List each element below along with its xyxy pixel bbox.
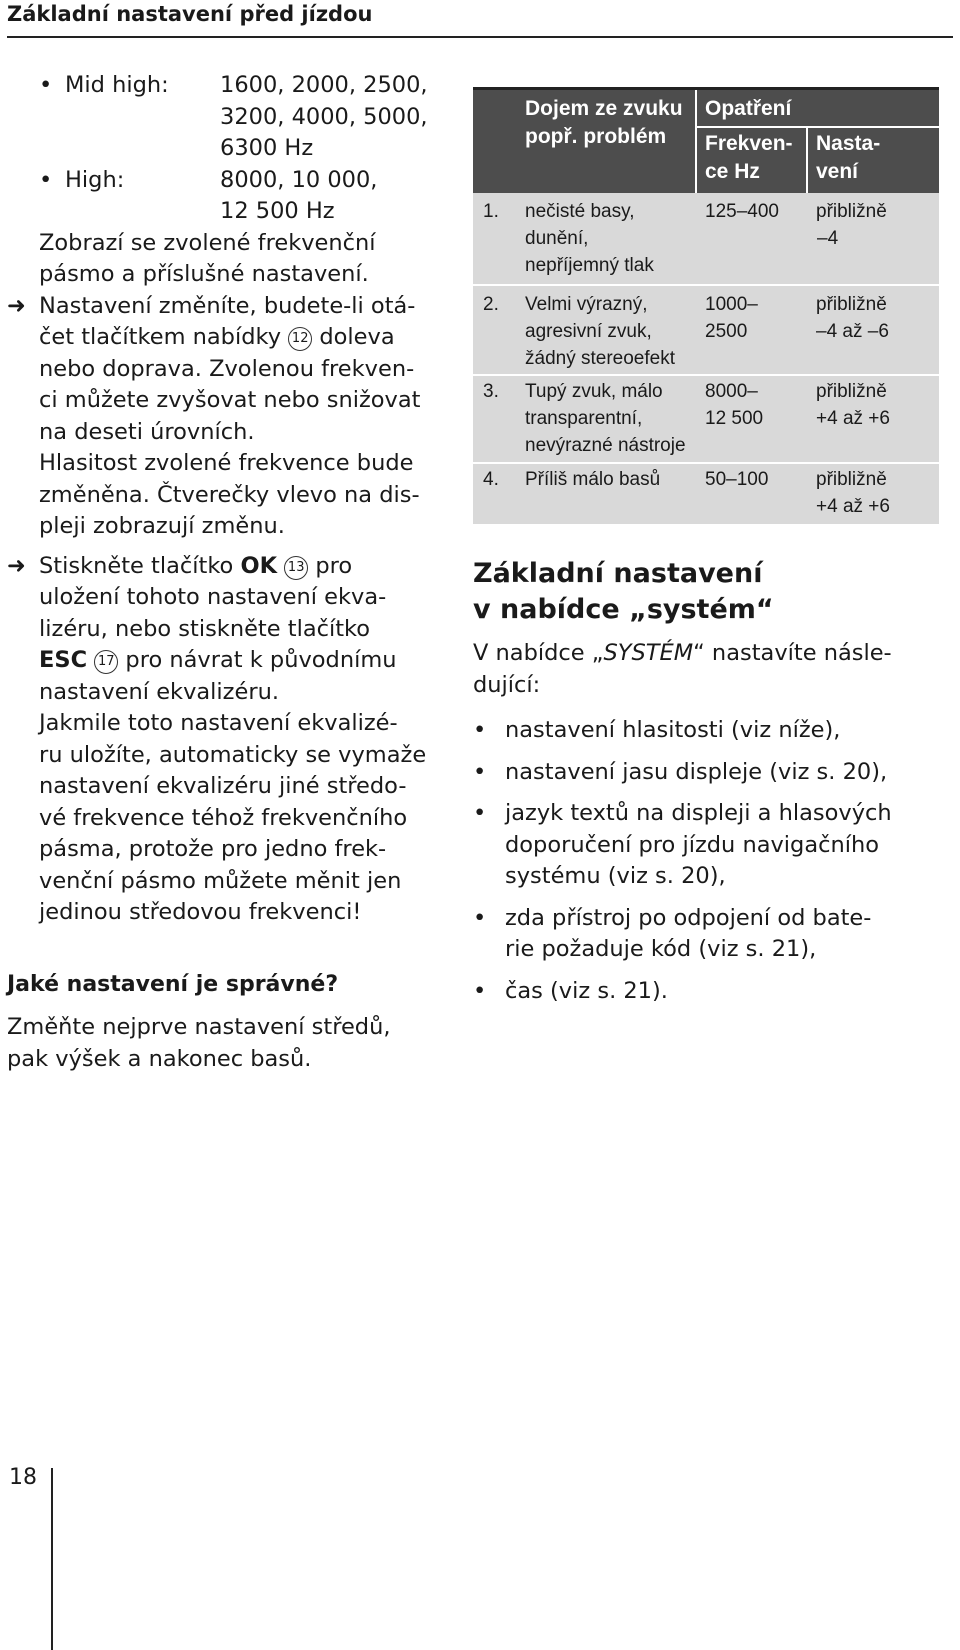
row-frequency <box>705 378 763 432</box>
cell-line: +4 až +6 <box>816 496 890 517</box>
text-line: Jakmile toto nastavení ekvalizé- <box>39 710 398 736</box>
text-line: nebo doprava. Zvolenou frekven- <box>39 355 415 382</box>
bullet-mid-high <box>7 70 467 165</box>
cell-line: 8000– <box>705 381 758 402</box>
text-line: čas (viz s. 21). <box>505 977 668 1004</box>
row-setting <box>816 378 890 432</box>
answer-paragraph <box>7 1012 467 1075</box>
row-number: 2. <box>483 294 499 315</box>
bullet-dot: • <box>473 800 487 826</box>
page-number: 18 <box>9 1465 37 1490</box>
bullet-dot: • <box>473 904 487 931</box>
row-problem: Příliš málo basů <box>525 469 661 490</box>
text-line: na deseti úrovních. <box>39 418 255 445</box>
cell-line: přibližně <box>816 469 887 490</box>
text-line: Hlasitost zvolené frekvence bude <box>39 450 414 476</box>
cell-line: agresivní zvuk, <box>525 321 652 342</box>
cell-line: 2500 <box>705 321 748 342</box>
bullet-label: High: <box>65 166 125 193</box>
list-item <box>473 757 943 789</box>
row-setting <box>816 466 890 520</box>
ok-key-label: OK <box>240 552 278 579</box>
list-item <box>473 715 943 747</box>
list-item <box>473 976 943 1008</box>
cell-line: 1000– <box>705 294 758 315</box>
cell-line: přibližně <box>816 381 887 402</box>
bullet-dot: • <box>39 72 53 98</box>
cell-line: nepříjemný tlak <box>525 255 654 276</box>
text-line: pak výšek a nakonec basů. <box>7 1045 312 1072</box>
header-problem <box>525 95 683 151</box>
text-line: doporučení pro jízdu navigačního <box>505 831 880 858</box>
freq-line: 1600, 2000, 2500, <box>220 72 428 98</box>
bullet-high <box>7 165 467 228</box>
row-problem <box>525 198 654 279</box>
header-line: ce Hz <box>705 160 760 183</box>
text-line: pro <box>315 552 353 579</box>
cell-line: –4 <box>817 228 839 249</box>
text-line: jedinou středovou frekvenci! <box>39 899 362 925</box>
header-setting <box>816 130 880 186</box>
text-line: doleva <box>319 324 395 350</box>
cell-line: –4 až –6 <box>816 321 889 342</box>
text-line: Změňte nejprve nastavení středů, <box>7 1014 391 1040</box>
cell-line: nevýrazné nástroje <box>525 435 686 456</box>
question-heading: Jaké nastavení je správné? <box>7 971 339 997</box>
header-divider <box>806 127 808 193</box>
row-separator <box>473 374 939 376</box>
text-line: Nastavení změníte, budete-li otá- <box>39 292 416 319</box>
text-line: nastavení jasu displeje (viz s. 20), <box>505 758 888 785</box>
header-line: Dojem ze zvuku <box>525 97 683 120</box>
text-line: zda přístroj po odpojení od bate- <box>505 904 872 931</box>
cell-line: Tupý zvuk, málo <box>525 381 663 402</box>
text-line: vé frekvence téhož frekvenčního <box>39 804 408 831</box>
row-setting <box>816 291 889 345</box>
row-number: 4. <box>483 469 499 490</box>
equalizer-table <box>473 87 939 524</box>
paragraph-note <box>7 708 467 929</box>
header-frequency <box>705 130 793 186</box>
header-title: Základní nastavení před jízdou <box>7 2 373 26</box>
text-line: jazyk textů na displeji a hlasových <box>505 800 892 826</box>
intro-paragraph <box>473 638 943 701</box>
header-line: popř. problém <box>525 125 667 148</box>
bullet-label: Mid high: <box>65 72 169 98</box>
text-line: venční pásmo můžete měnit jen <box>39 867 402 894</box>
header-measure: Opatření <box>705 97 792 120</box>
frequency-list <box>220 165 377 228</box>
paragraph-volume <box>7 448 467 543</box>
title-line: Základní nastavení <box>473 558 763 589</box>
text-line: V nabídce „ <box>473 640 604 666</box>
cell-line: transparentní, <box>525 408 643 429</box>
row-frequency: 50–100 <box>705 469 769 490</box>
bullet-dot: • <box>473 758 487 785</box>
row-frequency <box>705 291 758 345</box>
header-divider <box>695 90 697 193</box>
right-column <box>473 556 943 1007</box>
button-number-badge: 17 <box>94 650 118 674</box>
page-header <box>7 0 953 38</box>
row-number: 1. <box>483 201 499 222</box>
frequency-list <box>220 70 428 165</box>
menu-name: SYSTÉM <box>603 640 694 666</box>
text-line: změněna. Čtverečky vlevo na dis- <box>39 481 420 508</box>
arrow-icon: ➜ <box>7 292 26 319</box>
cell-line: Velmi výrazný, <box>525 294 648 315</box>
text-line: pleji zobrazují změnu. <box>39 513 285 539</box>
text-line: Zobrazí se zvolené frekvenční <box>39 229 376 256</box>
text-line: rie požaduje kód (viz s. 21), <box>505 936 817 962</box>
row-problem <box>525 291 675 372</box>
instruction-change <box>7 291 467 449</box>
cell-line: +4 až +6 <box>816 408 890 429</box>
section-title <box>473 556 943 628</box>
title-line: v nabídce „systém“ <box>473 594 774 625</box>
button-number-badge: 13 <box>284 556 308 580</box>
freq-line: 12 500 Hz <box>220 198 335 224</box>
button-number-badge: 12 <box>288 327 312 351</box>
text-line: čet tlačítkem nabídky <box>39 324 282 350</box>
paragraph-display <box>7 228 467 291</box>
row-frequency: 125–400 <box>705 201 779 222</box>
header-line: Frekven- <box>705 132 793 155</box>
cell-line: dunění, <box>525 228 589 249</box>
row-problem <box>525 378 686 459</box>
cell-line: žádný stereoefekt <box>525 348 675 369</box>
list-item <box>473 798 943 893</box>
arrow-icon: ➜ <box>7 552 26 579</box>
text-line: pásma, protože pro jedno frek- <box>39 836 387 862</box>
text-line: Stiskněte tlačítko <box>39 552 234 579</box>
header-line: vení <box>816 160 859 183</box>
text-line: dující: <box>473 671 541 698</box>
freq-line: 6300 Hz <box>220 135 314 161</box>
cell-line: přibližně <box>816 201 887 222</box>
cell-line: nečisté basy, <box>525 201 635 222</box>
instruction-save <box>7 551 467 709</box>
text-line: nastavení hlasitosti (viz níže), <box>505 717 841 743</box>
row-separator <box>473 462 939 464</box>
text-line: ru uložíte, automaticky se vymaže <box>39 741 427 768</box>
text-line: pásmo a příslušné nastavení. <box>39 261 369 287</box>
text-line: nastavení ekvalizéru jiné středo- <box>39 773 407 799</box>
text-line: ci můžete zvyšovat nebo snižovat <box>39 387 421 413</box>
header-line: Nasta- <box>816 132 881 155</box>
bullet-dot: • <box>473 977 487 1004</box>
bullet-dot: • <box>39 166 53 193</box>
header-divider <box>695 126 939 128</box>
text-line: systému (viz s. 20), <box>505 863 726 889</box>
row-setting <box>816 198 887 252</box>
freq-line: 3200, 4000, 5000, <box>220 103 428 130</box>
text-line: nastavení ekvalizéru. <box>39 678 279 705</box>
text-line: pro návrat k původnímu <box>125 647 397 673</box>
text-line: uložení tohoto nastavení ekva- <box>39 584 387 610</box>
esc-key-label: ESC <box>39 647 88 673</box>
footer-divider <box>51 1468 53 1650</box>
text-line: lizéru, nebo stiskněte tlačítko <box>39 615 371 642</box>
left-column <box>7 70 467 1075</box>
cell-line: 12 500 <box>705 408 764 429</box>
cell-line: přibližně <box>816 294 887 315</box>
row-separator <box>473 284 939 286</box>
list-item <box>473 903 943 966</box>
row-number: 3. <box>483 381 499 402</box>
bullet-dot: • <box>473 717 487 743</box>
freq-line: 8000, 10 000, <box>220 166 378 193</box>
text-line: “ nastavíte násle- <box>693 640 892 666</box>
